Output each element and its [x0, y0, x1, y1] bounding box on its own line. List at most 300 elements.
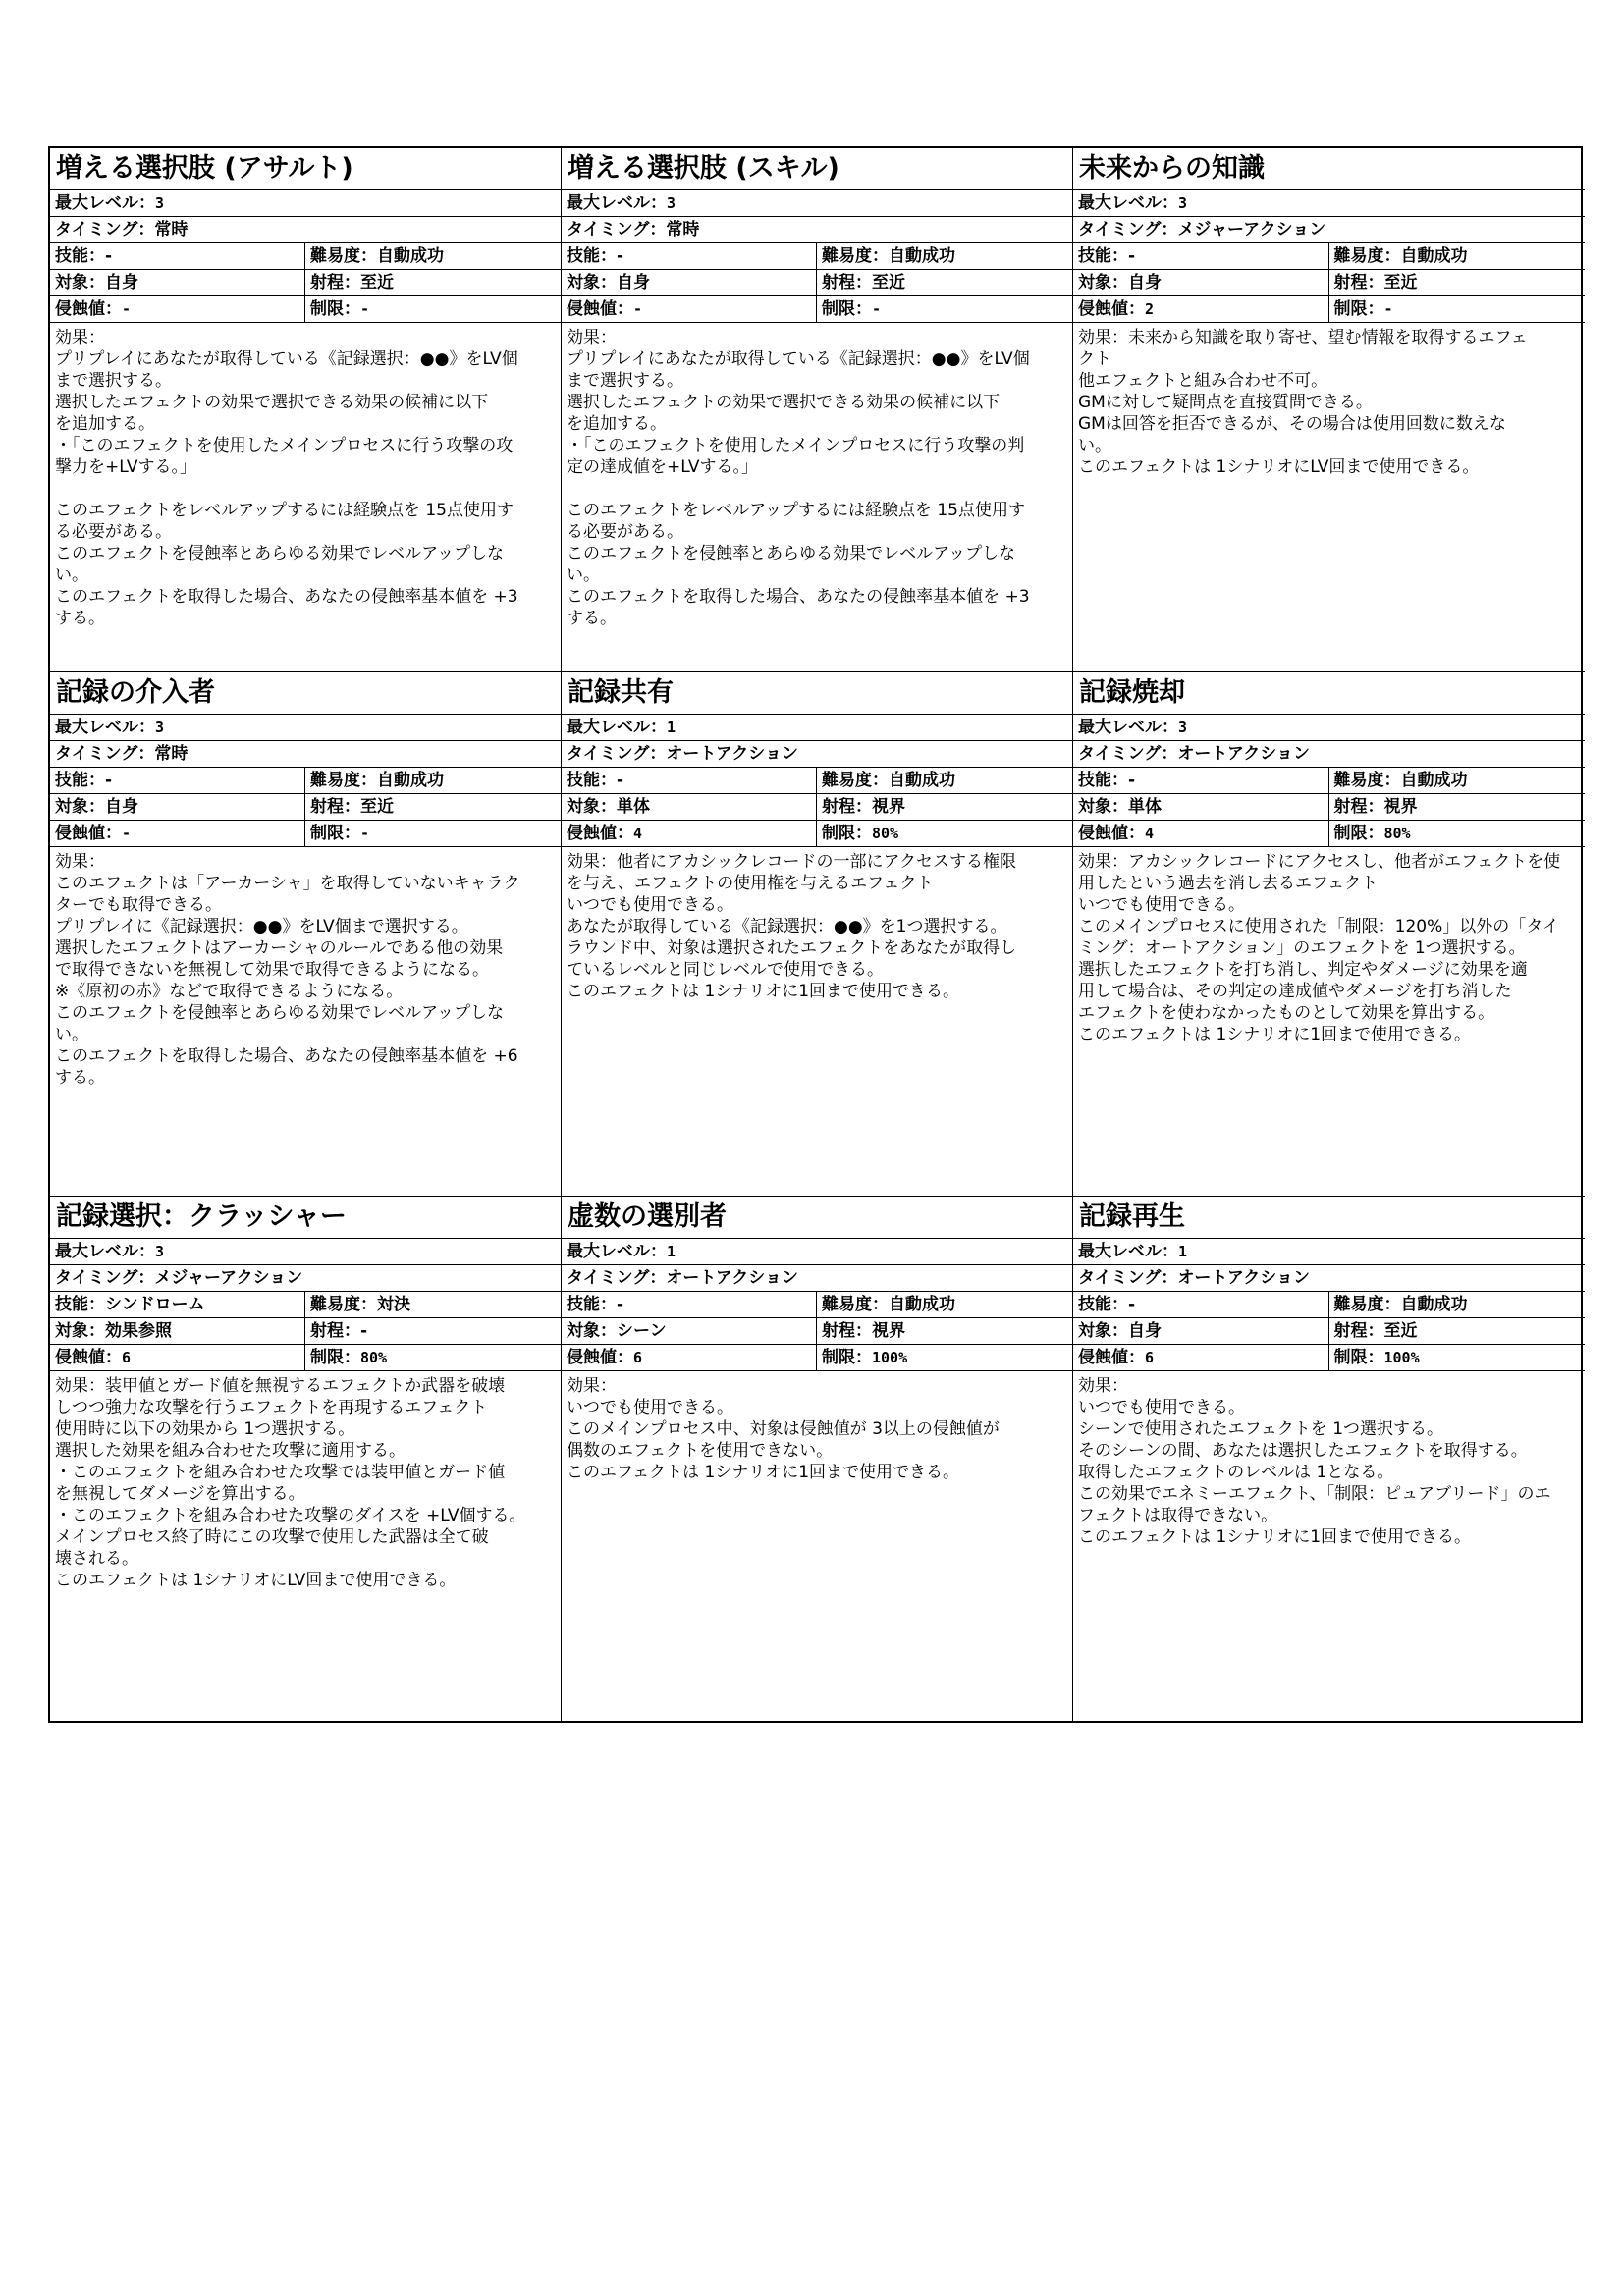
max-level-cell [1073, 715, 1192, 740]
field-label: 技能： [567, 771, 617, 790]
effect-title: 記録選択：クラッシャー [50, 1197, 561, 1239]
field-label: 難易度： [310, 1295, 377, 1314]
effect-card [1073, 148, 1585, 672]
field-value: シーン [617, 1321, 667, 1341]
max-level-row [1073, 715, 1585, 741]
field-label: 難易度： [822, 771, 889, 790]
field-label: 対象： [55, 1321, 105, 1341]
field-value: 2 [1145, 300, 1155, 318]
description-line: 選択した効果を組み合わせた攻撃に適用する。 [55, 1441, 406, 1461]
max-level-cell [1073, 1239, 1192, 1264]
target-cell [1073, 794, 1329, 820]
limit-cell [817, 296, 1072, 322]
target-cell [1073, 1318, 1329, 1344]
field-label: 射程： [822, 797, 872, 817]
field-label: 難易度： [310, 246, 377, 266]
skill-difficulty-row [562, 1292, 1072, 1318]
field-value: - [633, 300, 643, 318]
field-label: 侵蝕値： [55, 824, 122, 843]
description-line: 選択したエフェクトを打ち消し、判定やダメージに効果を適 [1078, 960, 1528, 980]
field-label: タイミング： [567, 220, 667, 240]
effect-card [50, 672, 562, 1197]
effect-description [50, 1371, 561, 1721]
field-label: タイミング： [567, 744, 667, 764]
description-line [55, 478, 556, 500]
description-line: このエフェクトを侵蝕率とあらゆる効果でレベルアップしな [55, 544, 504, 563]
timing-cell [50, 1265, 307, 1291]
field-label: 難易度： [822, 246, 889, 266]
field-value: 対決 [377, 1295, 410, 1314]
field-value: - [360, 825, 370, 842]
range-cell [1329, 1318, 1586, 1344]
field-value: 常時 [154, 220, 189, 240]
description-line: このメインプロセスに使用された「制限：120%」以外の「タイ [1078, 917, 1559, 936]
field-value: メジャーアクション [154, 1268, 303, 1288]
description-line: を与え、エフェクトの使用権を与えるエフェクト [567, 874, 934, 893]
max-level-cell [50, 715, 169, 740]
erosion-limit-row [50, 296, 561, 323]
field-label: 難易度： [310, 771, 377, 790]
erosion-cell [50, 296, 305, 322]
target-range-row [1073, 270, 1585, 296]
timing-cell [1073, 1265, 1315, 1291]
effect-description [562, 1371, 1072, 1721]
field-value: 自身 [617, 273, 650, 293]
field-label: 侵蝕値： [567, 299, 633, 319]
field-label: 制限： [822, 1348, 872, 1367]
description-line: クト [1078, 349, 1111, 369]
description-line: 他エフェクトと組み合わせ不可。 [1078, 371, 1328, 391]
description-line: 効果：未来から知識を取り寄せ、望む情報を取得するエフェ [1078, 328, 1528, 347]
limit-cell [305, 821, 561, 846]
description-line: このエフェクトを侵蝕率とあらゆる効果でレベルアップしな [567, 544, 1015, 563]
field-label: タイミング： [55, 220, 155, 240]
description-line: る必要がある。 [567, 522, 683, 542]
description-line: ているレベルと同じレベルで使用できる。 [567, 960, 884, 980]
description-line: まで選択する。 [55, 371, 172, 391]
field-label: 対象： [55, 273, 105, 293]
timing-row [1073, 217, 1585, 243]
field-value: 自動成功 [1400, 771, 1468, 790]
description-line: いつでも使用できる。 [1078, 1398, 1245, 1417]
description-line: この効果でエネミーエフェクト、「制限：ピュアブリード」のエ [1078, 1484, 1551, 1504]
erosion-limit-row [50, 1345, 561, 1371]
field-value: - [1128, 1295, 1136, 1314]
description-line: 効果： [55, 328, 105, 347]
description-line: メインプロセス終了時にこの攻撃で使用した武器は全て破 [55, 1527, 489, 1547]
description-line: 効果： [55, 852, 105, 872]
description-line: いつでも使用できる。 [1078, 895, 1245, 915]
limit-cell [305, 1345, 561, 1370]
field-label: 技能： [1078, 1295, 1128, 1314]
skill-cell [1073, 1292, 1329, 1317]
range-cell [305, 270, 561, 295]
description-line: このエフェクトをレベルアップするには経験点を 15点使用す [55, 501, 514, 520]
field-label: 射程： [1333, 273, 1384, 293]
range-cell [817, 1318, 1072, 1344]
field-label: 技能： [567, 246, 617, 266]
field-label: 技能： [1078, 771, 1128, 790]
description-line: あなたが取得している《記録選択：●●》を1つ選択する。 [567, 917, 1007, 936]
max-level-row [50, 715, 561, 741]
effect-card [562, 672, 1073, 1197]
description-line: い。 [1078, 436, 1111, 455]
effect-card [50, 1197, 562, 1721]
effect-card [562, 1197, 1073, 1721]
field-value: 100% [872, 1349, 908, 1366]
description-line: する。 [55, 609, 105, 628]
field-label: タイミング： [1078, 1268, 1178, 1288]
field-value: - [617, 246, 624, 266]
field-label: 制限： [310, 1348, 360, 1367]
description-line: を無視してダメージを算出する。 [55, 1484, 305, 1504]
timing-row [50, 1265, 561, 1292]
erosion-limit-row [1073, 296, 1585, 323]
description-line: フェクトは取得できない。 [1078, 1506, 1278, 1525]
description-line: シーンで使用されたエフェクトを 1つ選択する。 [1078, 1419, 1444, 1439]
max-level-row [1073, 1239, 1585, 1265]
effect-title: 記録共有 [562, 672, 1072, 715]
field-value: 1 [667, 719, 676, 736]
effect-description [1073, 847, 1585, 1196]
effect-card [1073, 672, 1585, 1197]
description-line: このエフェクトは 1シナリオに1回まで使用できる。 [1078, 1025, 1472, 1044]
field-label: 侵蝕値： [1078, 299, 1145, 319]
field-label: 侵蝕値： [1078, 824, 1145, 843]
effect-title: 虚数の選別者 [562, 1197, 1072, 1239]
timing-row [1073, 1265, 1585, 1292]
max-level-cell [50, 1239, 169, 1264]
skill-difficulty-row [50, 243, 561, 270]
description-line: プリプレイにあなたが取得している《記録選択：●●》をLV個 [567, 349, 1030, 369]
skill-cell [562, 1292, 817, 1317]
effect-title: 記録焼却 [1073, 672, 1585, 715]
field-label: 最大レベル： [567, 718, 667, 737]
erosion-cell [562, 821, 817, 846]
description-line: エフェクトを使わなかったものとして効果を算出する。 [1078, 1003, 1495, 1023]
field-value: 自動成功 [889, 771, 955, 790]
field-value: メジャーアクション [1177, 220, 1326, 240]
skill-difficulty-row [50, 1292, 561, 1318]
target-range-row [562, 1318, 1072, 1345]
field-label: 最大レベル： [567, 193, 667, 213]
timing-row [1073, 741, 1585, 768]
max-level-cell [50, 190, 169, 216]
skill-cell [1073, 243, 1329, 269]
description-line: ・「このエフェクトを使用したメインプロセスに行う攻撃の判 [567, 436, 1025, 455]
field-label: 難易度： [822, 1295, 889, 1314]
field-label: 最大レベル： [55, 718, 155, 737]
difficulty-cell [817, 243, 1072, 269]
timing-cell [562, 217, 704, 242]
effect-description [1073, 323, 1585, 671]
erosion-limit-row [1073, 821, 1585, 847]
description-line: そのシーンの間、あなたは選択したエフェクトを取得する。 [1078, 1441, 1528, 1461]
field-label: タイミング： [567, 1268, 667, 1288]
description-line: 効果： [567, 328, 617, 347]
field-value: 6 [122, 1349, 132, 1366]
effect-description [1073, 1371, 1585, 1721]
description-line: ミング：オートアクション」のエフェクトを 1つ選択する。 [1078, 938, 1526, 958]
difficulty-cell [1329, 1292, 1586, 1317]
field-value: 4 [633, 825, 643, 842]
field-label: 侵蝕値： [1078, 1348, 1145, 1367]
erosion-cell [1073, 1345, 1329, 1370]
description-line: 選択したエフェクトはアーカーシャのルールである他の効果 [55, 938, 504, 958]
field-label: 射程： [310, 273, 360, 293]
description-line: を追加する。 [55, 414, 155, 434]
description-line: このエフェクトは 1シナリオにLV回まで使用できる。 [55, 1571, 457, 1590]
field-label: 最大レベル： [567, 1242, 667, 1261]
field-value: 自身 [105, 797, 138, 817]
range-cell [1329, 270, 1586, 295]
field-value: 自身 [105, 273, 138, 293]
field-value: 自動成功 [889, 246, 955, 266]
description-line: ターでも取得できる。 [55, 895, 222, 915]
field-label: 制限： [310, 824, 360, 843]
erosion-limit-row [562, 821, 1072, 847]
timing-row [50, 741, 561, 768]
effect-description [562, 323, 1072, 671]
description-line: このエフェクトをレベルアップするには経験点を 15点使用す [567, 501, 1025, 520]
erosion-cell [1073, 821, 1329, 846]
field-label: 難易度： [1333, 771, 1401, 790]
target-cell [562, 270, 817, 295]
description-line: 使用時に以下の効果から 1つ選択する。 [55, 1419, 355, 1439]
field-value: 効果参照 [105, 1321, 172, 1341]
difficulty-cell [817, 1292, 1072, 1317]
skill-difficulty-row [50, 768, 561, 794]
field-value: 3 [155, 1243, 165, 1260]
field-value: 常時 [154, 744, 189, 764]
field-label: 技能： [1078, 246, 1128, 266]
description-line: 撃力を+LVする。」 [55, 457, 196, 477]
field-value: - [122, 825, 132, 842]
field-label: 技能： [567, 1295, 617, 1314]
description-line: 偶数のエフェクトを使用できない。 [567, 1441, 834, 1461]
limit-cell [1329, 821, 1586, 846]
field-value: 自動成功 [377, 246, 444, 266]
field-value: シンドローム [105, 1295, 205, 1314]
description-line: ・このエフェクトを組み合わせた攻撃では装甲値とガード値 [55, 1463, 506, 1482]
range-cell [817, 794, 1072, 820]
skill-difficulty-row [562, 243, 1072, 270]
timing-cell [562, 741, 803, 767]
field-value: - [360, 300, 370, 318]
skill-cell [50, 1292, 305, 1317]
max-level-row [1073, 190, 1585, 217]
field-value: 4 [1145, 825, 1155, 842]
max-level-cell [1073, 190, 1192, 216]
field-value: 80% [1383, 825, 1411, 842]
field-value: 3 [155, 719, 165, 736]
difficulty-cell [1329, 768, 1586, 793]
field-value: - [105, 246, 113, 266]
field-value: 至近 [360, 797, 394, 817]
target-cell [50, 1318, 305, 1344]
field-value: 1 [667, 1243, 676, 1260]
max-level-row [562, 1239, 1072, 1265]
description-line: まで選択する。 [567, 371, 683, 391]
field-label: 技能： [55, 1295, 105, 1314]
description-line: 取得したエフェクトのレベルは 1となる。 [1078, 1463, 1394, 1482]
target-range-row [562, 270, 1072, 296]
field-value: 自動成功 [377, 771, 444, 790]
field-value: - [872, 300, 882, 318]
description-line: い。 [55, 1025, 88, 1044]
field-value: オートアクション [666, 744, 798, 764]
field-label: 難易度： [1333, 246, 1401, 266]
effect-title: 未来からの知識 [1073, 148, 1585, 190]
description-line: プリプレイにあなたが取得している《記録選択：●●》をLV個 [55, 349, 518, 369]
field-label: 射程： [1333, 797, 1384, 817]
erosion-cell [562, 296, 817, 322]
target-range-row [50, 794, 561, 821]
field-value: 3 [667, 194, 676, 212]
field-label: 対象： [1078, 273, 1128, 293]
field-label: 難易度： [1333, 1295, 1401, 1314]
description-line: GMは回答を拒否できるが、その場合は使用回数に数えな [1078, 414, 1506, 434]
description-line: このエフェクトは 1シナリオに1回まで使用できる。 [1078, 1527, 1472, 1547]
description-line: で取得できないを無視して効果で取得できるようになる。 [55, 960, 489, 980]
field-value: - [617, 771, 624, 790]
description-line: 用したという過去を消し去るエフェクト [1078, 874, 1379, 893]
field-value: 6 [633, 1349, 643, 1366]
max-level-row [562, 715, 1072, 741]
field-value: 自身 [1128, 1321, 1162, 1341]
limit-cell [305, 296, 561, 322]
erosion-limit-row [1073, 1345, 1585, 1371]
range-cell [1329, 794, 1586, 820]
field-label: 制限： [1333, 1348, 1384, 1367]
description-line: このエフェクトは 1シナリオにLV回まで使用できる。 [1078, 457, 1480, 477]
field-value: 常時 [666, 220, 700, 240]
field-label: タイミング： [1078, 744, 1178, 764]
field-value: 1 [1178, 1243, 1188, 1260]
target-cell [562, 1318, 817, 1344]
field-label: 対象： [1078, 797, 1128, 817]
erosion-limit-row [562, 1345, 1072, 1371]
difficulty-cell [817, 768, 1072, 793]
field-value: 自身 [1128, 273, 1162, 293]
field-label: 侵蝕値： [567, 824, 633, 843]
timing-cell [50, 741, 192, 767]
field-value: 視界 [1383, 797, 1418, 817]
field-value: 至近 [872, 273, 905, 293]
erosion-cell [50, 1345, 305, 1370]
description-line: 効果：装甲値とガード値を無視するエフェクトか武器を破壊 [55, 1376, 506, 1396]
skill-cell [50, 768, 305, 793]
description-line: プリプレイに《記録選択：●●》をLV個まで選択する。 [55, 917, 468, 936]
field-label: 対象： [567, 273, 617, 293]
target-cell [1073, 270, 1329, 295]
description-line: 用して場合は、その判定の達成値やダメージを打ち消した [1078, 982, 1512, 1001]
field-value: 単体 [617, 797, 650, 817]
description-line: このエフェクトは「アーカーシャ」を取得していないキャラク [55, 874, 520, 893]
description-line: 壊される。 [55, 1549, 138, 1569]
field-label: 射程： [310, 1321, 360, 1341]
description-line [567, 478, 1067, 500]
field-label: 技能： [55, 246, 105, 266]
description-line: このエフェクトを取得した場合、あなたの侵蝕率基本値を +3 [567, 587, 1030, 607]
effect-title: 増える選択肢 (アサルト) [50, 148, 561, 190]
timing-cell [562, 1265, 803, 1291]
effect-card [50, 148, 562, 672]
range-cell [305, 1318, 561, 1344]
description-line: る必要がある。 [55, 522, 172, 542]
field-label: 技能： [55, 771, 105, 790]
field-label: 対象： [55, 797, 105, 817]
description-line: ラウンド中、対象は選択されたエフェクトをあなたが取得し [567, 938, 1017, 958]
target-cell [50, 270, 305, 295]
timing-cell [1073, 217, 1330, 242]
effect-title: 増える選択肢 (スキル) [562, 148, 1072, 190]
effect-description [562, 847, 1072, 1196]
target-range-row [1073, 794, 1585, 821]
field-value: 3 [155, 194, 165, 212]
effect-description [50, 323, 561, 671]
description-line: 定の達成値を+LVする。」 [567, 457, 758, 477]
field-value: - [360, 1321, 368, 1341]
field-value: 至近 [1383, 1321, 1418, 1341]
field-value: 3 [1178, 194, 1188, 212]
description-line: 効果：他者にアカシックレコードの一部にアクセスする権限 [567, 852, 1016, 872]
field-label: 対象： [1078, 1321, 1128, 1341]
description-line: このメインプロセス中、対象は侵蝕値が 3以上の侵蝕値が [567, 1419, 1000, 1439]
description-line: を追加する。 [567, 414, 667, 434]
description-line: 効果： [1078, 1376, 1128, 1396]
field-label: 射程： [310, 797, 360, 817]
max-level-row [562, 190, 1072, 217]
field-value: 6 [1145, 1349, 1155, 1366]
field-label: 制限： [1333, 824, 1384, 843]
field-label: 制限： [310, 299, 360, 319]
effect-card-sheet [48, 146, 1583, 1723]
field-value: 単体 [1128, 797, 1162, 817]
description-line: 選択したエフェクトの効果で選択できる効果の候補に以下 [55, 393, 489, 412]
field-value: オートアクション [1177, 1268, 1310, 1288]
limit-cell [1329, 296, 1586, 322]
max-level-cell [562, 190, 680, 216]
erosion-limit-row [50, 821, 561, 847]
field-value: - [1383, 300, 1393, 318]
field-label: タイミング： [1078, 220, 1178, 240]
skill-cell [1073, 768, 1329, 793]
field-label: 対象： [567, 1321, 617, 1341]
target-cell [50, 794, 305, 820]
range-cell [305, 794, 561, 820]
field-label: 制限： [822, 299, 872, 319]
description-line: いつでも使用できる。 [567, 895, 733, 915]
field-value: 至近 [360, 273, 394, 293]
field-value: 至近 [1383, 273, 1418, 293]
skill-difficulty-row [1073, 768, 1585, 794]
erosion-cell [50, 821, 305, 846]
field-label: 制限： [1333, 299, 1384, 319]
description-line: ・「このエフェクトを使用したメインプロセスに行う攻撃の攻 [55, 436, 514, 455]
description-line: い。 [567, 565, 600, 585]
field-label: 侵蝕値： [55, 299, 122, 319]
field-value: 自動成功 [889, 1295, 955, 1314]
field-label: 最大レベル： [1078, 1242, 1178, 1261]
field-label: 最大レベル： [55, 193, 155, 213]
field-label: 侵蝕値： [567, 1348, 633, 1367]
field-value: 自動成功 [1400, 1295, 1468, 1314]
field-label: 射程： [1333, 1321, 1384, 1341]
difficulty-cell [1329, 243, 1586, 269]
effect-description [50, 847, 561, 1196]
max-level-cell [562, 1239, 680, 1264]
